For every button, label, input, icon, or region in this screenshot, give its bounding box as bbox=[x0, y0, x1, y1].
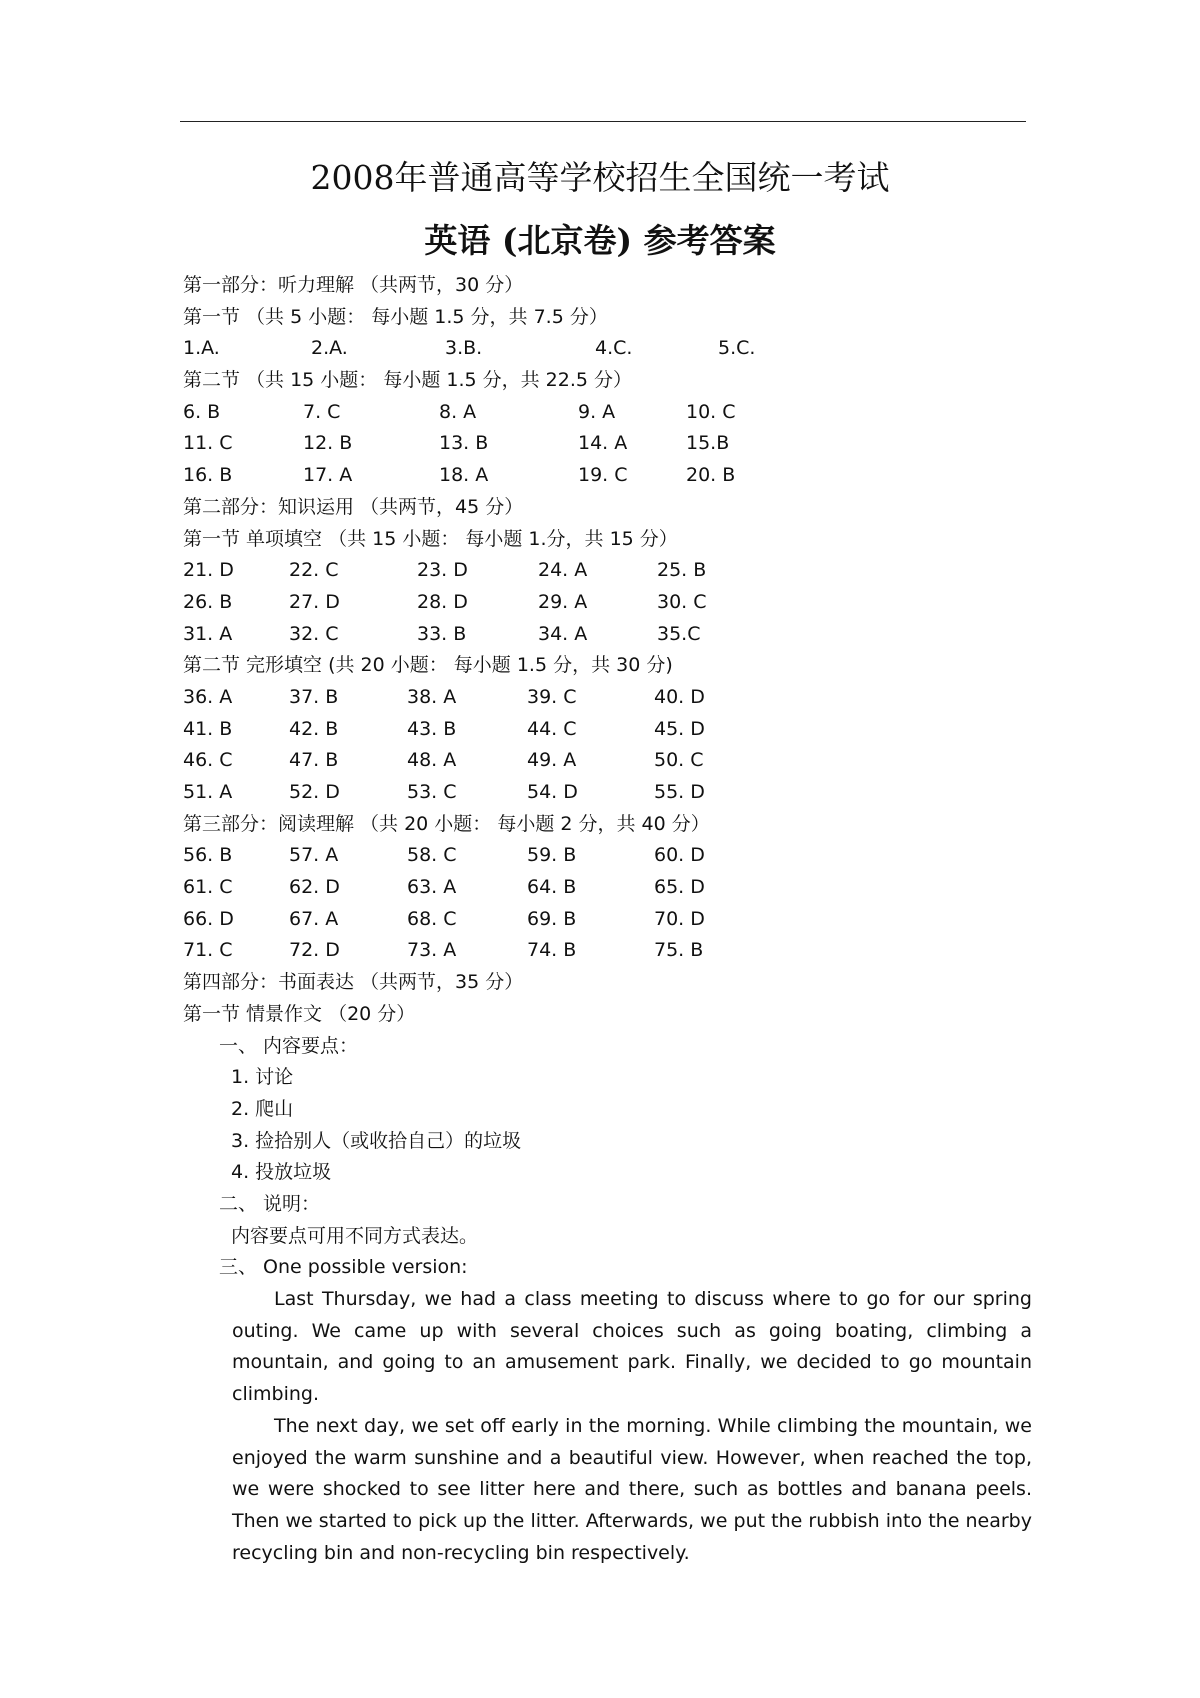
answer-cell: 68. C bbox=[407, 907, 457, 930]
answer-cell: 11. C bbox=[183, 432, 233, 455]
answer-cell: 47. B bbox=[289, 749, 339, 772]
answer-cell: 67. A bbox=[289, 907, 339, 930]
answer-row bbox=[183, 714, 1033, 746]
answer-cell: 55. D bbox=[654, 781, 705, 803]
answer-cell: 75. B bbox=[654, 939, 704, 962]
part3-heading: 第三部分：阅读理解 （共 20 小题： 每小题 2 分，共 40 分） bbox=[183, 812, 710, 835]
answers-1-5 bbox=[183, 333, 1033, 365]
answer-row bbox=[183, 840, 1033, 872]
answer-row bbox=[183, 935, 1033, 967]
answer-cell: 23. D bbox=[417, 559, 468, 582]
answer-cell: 18. A bbox=[439, 464, 489, 487]
answer-cell: 24. A bbox=[538, 559, 588, 582]
answer-cell: 64. B bbox=[527, 876, 577, 899]
answer-cell: 58. C bbox=[407, 844, 457, 867]
answer-cell: 33. B bbox=[417, 622, 467, 645]
answer-cell: 45. D bbox=[654, 717, 705, 740]
answer-cell: 52. D bbox=[289, 781, 340, 803]
answer-cell: 6. B bbox=[183, 400, 221, 423]
answer-cell: 50. C bbox=[654, 749, 704, 772]
answer-cell: 40. D bbox=[654, 685, 705, 708]
content-points-heading: 一、 内容要点： bbox=[219, 1034, 359, 1057]
content-point-2: 2. 爬山 bbox=[231, 1097, 294, 1120]
answer-row bbox=[183, 682, 1033, 714]
answers-36-55 bbox=[183, 682, 1033, 809]
answer-cell: 20. B bbox=[686, 464, 736, 487]
document-body bbox=[183, 270, 1033, 1569]
content-point-1: 1. 讨论 bbox=[231, 1066, 294, 1089]
note-text: 内容要点可用不同方式表达。 bbox=[231, 1224, 479, 1247]
answer-cell: 70. D bbox=[654, 907, 705, 930]
part2-heading: 第二部分：知识运用 （共两节，45 分） bbox=[183, 495, 524, 518]
answer-row bbox=[183, 872, 1033, 904]
answer-cell: 27. D bbox=[289, 590, 340, 613]
answer-cell: 25. B bbox=[657, 559, 707, 582]
part4-section1-heading: 第一节 情景作文 （20 分） bbox=[183, 1002, 416, 1025]
answer-cell: 48. A bbox=[407, 749, 457, 772]
part2-section1-heading: 第一节 单项填空 （共 15 小题： 每小题 1.分，共 15 分） bbox=[183, 527, 678, 550]
answers-6-20 bbox=[183, 397, 1033, 492]
answer-cell: 62. D bbox=[289, 876, 340, 899]
answer-row bbox=[183, 397, 1033, 429]
essay-paragraph-2: The next day, we set off early in the morning. While climbing the mountain, we enjoyed the warm sunshine and a beautiful view. However, when reached the top, we were shocked to see litter here and there, such as bottles and banana peels. Then we started to pick up the litter. Afterwards, we put the rubbish into the nearby recycling bin and non-recycling bin respectively. bbox=[232, 1414, 1032, 1564]
answer-cell: 42. B bbox=[289, 717, 339, 740]
answer-cell: 12. B bbox=[303, 432, 353, 455]
answer-cell: 19. C bbox=[578, 464, 628, 487]
part1-heading: 第一部分：听力理解 （共两节，30 分） bbox=[183, 274, 524, 296]
page-subtitle: 英语 (北京卷) 参考答案 bbox=[424, 221, 776, 260]
answer-cell: 71. C bbox=[183, 939, 233, 962]
answer-row bbox=[183, 619, 1033, 651]
answer-row bbox=[183, 777, 1033, 809]
answer-cell: 66. D bbox=[183, 907, 234, 930]
answer-row bbox=[183, 745, 1033, 777]
answer-cell: 49. A bbox=[527, 749, 577, 772]
answer-cell: 43. B bbox=[407, 717, 457, 740]
answer-cell: 36. A bbox=[183, 685, 233, 708]
answer-cell: 72. D bbox=[289, 939, 340, 962]
answer-cell: 57. A bbox=[289, 844, 339, 867]
answer-row bbox=[183, 904, 1033, 936]
answer-cell: 65. D bbox=[654, 876, 705, 899]
answer-cell: 74. B bbox=[527, 939, 577, 962]
answer-cell: 53. C bbox=[407, 781, 457, 803]
version-heading: 三、 One possible version: bbox=[219, 1256, 468, 1279]
answer-cell: 5.C. bbox=[718, 337, 756, 360]
answer-cell: 29. A bbox=[538, 590, 588, 613]
answer-cell: 73. A bbox=[407, 939, 457, 962]
page-title: 2008年普通高等学校招生全国统一考试 bbox=[310, 158, 890, 197]
answer-cell: 21. D bbox=[183, 559, 234, 582]
answer-cell: 16. B bbox=[183, 464, 233, 487]
answer-cell: 1.A. bbox=[183, 337, 220, 360]
content-point-4: 4. 投放垃圾 bbox=[231, 1161, 332, 1184]
answer-cell: 69. B bbox=[527, 907, 577, 930]
answer-cell: 39. C bbox=[527, 685, 577, 708]
answer-row bbox=[183, 428, 1033, 460]
answer-cell: 59. B bbox=[527, 844, 577, 867]
answer-cell: 13. B bbox=[439, 432, 489, 455]
content-point-3: 3. 捡拾别人（或收拾自己）的垃圾 bbox=[231, 1129, 522, 1152]
answer-row bbox=[183, 460, 1033, 492]
answer-cell: 54. D bbox=[527, 781, 578, 803]
answers-56-75 bbox=[183, 840, 1033, 967]
part1-section1-heading: 第一节 （共 5 小题： 每小题 1.5 分，共 7.5 分） bbox=[183, 305, 608, 328]
answer-cell: 34. A bbox=[538, 622, 588, 645]
answer-cell: 51. A bbox=[183, 781, 233, 803]
answer-cell: 63. A bbox=[407, 876, 457, 899]
answer-cell: 8. A bbox=[439, 400, 477, 423]
answer-cell: 14. A bbox=[578, 432, 628, 455]
answer-cell: 56. B bbox=[183, 844, 233, 867]
part2-section2-heading: 第二节 完形填空 (共 20 小题： 每小题 1.5 分，共 30 分) bbox=[183, 654, 673, 677]
answer-cell: 4.C. bbox=[595, 337, 633, 360]
answer-cell: 10. C bbox=[686, 400, 736, 423]
answer-cell: 32. C bbox=[289, 622, 339, 645]
answer-cell: 44. C bbox=[527, 717, 577, 740]
answer-cell: 17. A bbox=[303, 464, 353, 487]
part1-section2-heading: 第二节 （共 15 小题： 每小题 1.5 分，共 22.5 分） bbox=[183, 369, 633, 392]
answer-cell: 61. C bbox=[183, 876, 233, 899]
part4-heading: 第四部分：书面表达 （共两节，35 分） bbox=[183, 971, 524, 994]
answer-cell: 46. C bbox=[183, 749, 233, 772]
answer-cell: 35.C bbox=[657, 622, 701, 645]
answer-cell: 38. A bbox=[407, 685, 457, 708]
top-rule bbox=[180, 121, 1026, 122]
answer-cell: 2.A. bbox=[311, 337, 348, 360]
answer-row bbox=[183, 555, 1033, 587]
answer-cell: 37. B bbox=[289, 685, 339, 708]
answer-cell: 60. D bbox=[654, 844, 705, 867]
answer-cell: 7. C bbox=[303, 400, 341, 423]
answer-cell: 30. C bbox=[657, 590, 707, 613]
essay-paragraph-1: Last Thursday, we had a class meeting to discuss where to go for our spring outing. We came up with several choices such as going boating, climbing a mountain, and going to an amusement park. Finally, we decided to go mountain climbing. bbox=[232, 1288, 1032, 1406]
answer-cell: 26. B bbox=[183, 590, 233, 613]
answer-row bbox=[183, 587, 1033, 619]
answer-cell: 31. A bbox=[183, 622, 233, 645]
answer-cell: 15.B bbox=[686, 432, 730, 455]
answers-21-35 bbox=[183, 555, 1033, 650]
answer-cell: 9. A bbox=[578, 400, 616, 423]
answer-cell: 3.B. bbox=[445, 337, 483, 360]
answer-cell: 28. D bbox=[417, 590, 468, 613]
answer-cell: 22. C bbox=[289, 559, 339, 582]
answer-row bbox=[183, 333, 1033, 365]
answer-cell: 41. B bbox=[183, 717, 233, 740]
note-heading: 二、 说明： bbox=[219, 1192, 321, 1215]
